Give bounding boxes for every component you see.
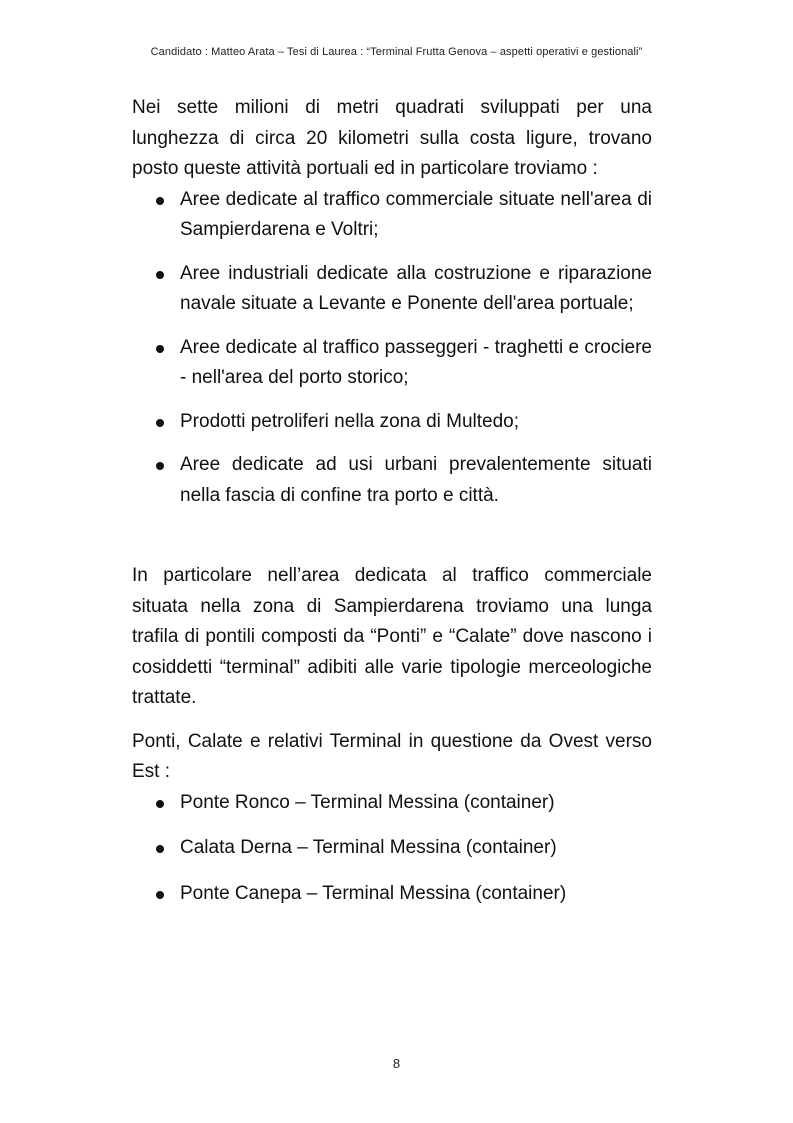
list-item [132, 259, 652, 320]
running-header: Candidato : Matteo Arata – Tesi di Laurea : “Terminal Frutta Genova – aspetti operativi e gestionali” [150, 46, 643, 58]
terminals-intro-paragraph: Ponti, Calate e relativi Terminal in questione da Ovest verso Est : [132, 730, 652, 782]
list-item [132, 333, 652, 394]
commercial-area-paragraph: In particolare nell’area dedicata al traffico commerciale situata nella zona di Sampierdarena troviamo una lunga trafila di pontili composti da “Ponti” e “Calate” dove nascono i cosiddetti “terminal” adibiti alle varie tipologie merceologiche trattate. [132, 565, 652, 708]
bullet-icon [156, 891, 164, 899]
list-item-text: Calata Derna – Terminal Messina (container) [180, 837, 557, 858]
list-item [132, 788, 652, 819]
bullet-icon [156, 197, 164, 205]
list-item-text: Ponte Canepa – Terminal Messina (container) [180, 882, 567, 904]
list-item-text: Ponte Ronco – Terminal Messina (container) [180, 791, 555, 813]
list-item-text: Prodotti petroliferi nella zona di Multedo; [180, 410, 520, 432]
list-item-text: Aree dedicate al traffico passeggeri - traghetti e crociere - nell'area del porto storico; [180, 336, 652, 388]
page-body [132, 93, 652, 924]
intro-paragraph: Nei sette milioni di metri quadrati sviluppati per una lunghezza di circa 20 kilometri sulla costa ligure, trovano posto queste attività portuali ed in particolare troviamo : [132, 97, 652, 179]
bullet-icon [156, 845, 164, 853]
list-item [132, 833, 652, 864]
list-item-text: Aree dedicate al traffico commerciale situate nell'area di Sampierdarena e Voltri; [180, 188, 652, 240]
bullet-icon [156, 271, 164, 279]
bullet-icon [156, 345, 164, 353]
terminals-list [132, 788, 652, 910]
list-item [132, 185, 652, 246]
bullet-icon [156, 462, 164, 470]
bullet-icon [156, 800, 164, 808]
list-item [132, 407, 652, 438]
list-item-text: Aree industriali dedicate alla costruzione e riparazione navale situate a Levante e Ponente dell'area portuale; [180, 262, 652, 314]
bullet-icon [156, 419, 164, 427]
port-activities-list [132, 185, 652, 512]
list-item [132, 450, 652, 511]
page-number: 8 [392, 1056, 401, 1071]
list-item-text: Aree dedicate ad usi urbani prevalentemente situati nella fascia di confine tra porto e città. [180, 454, 652, 506]
list-item [132, 879, 652, 910]
